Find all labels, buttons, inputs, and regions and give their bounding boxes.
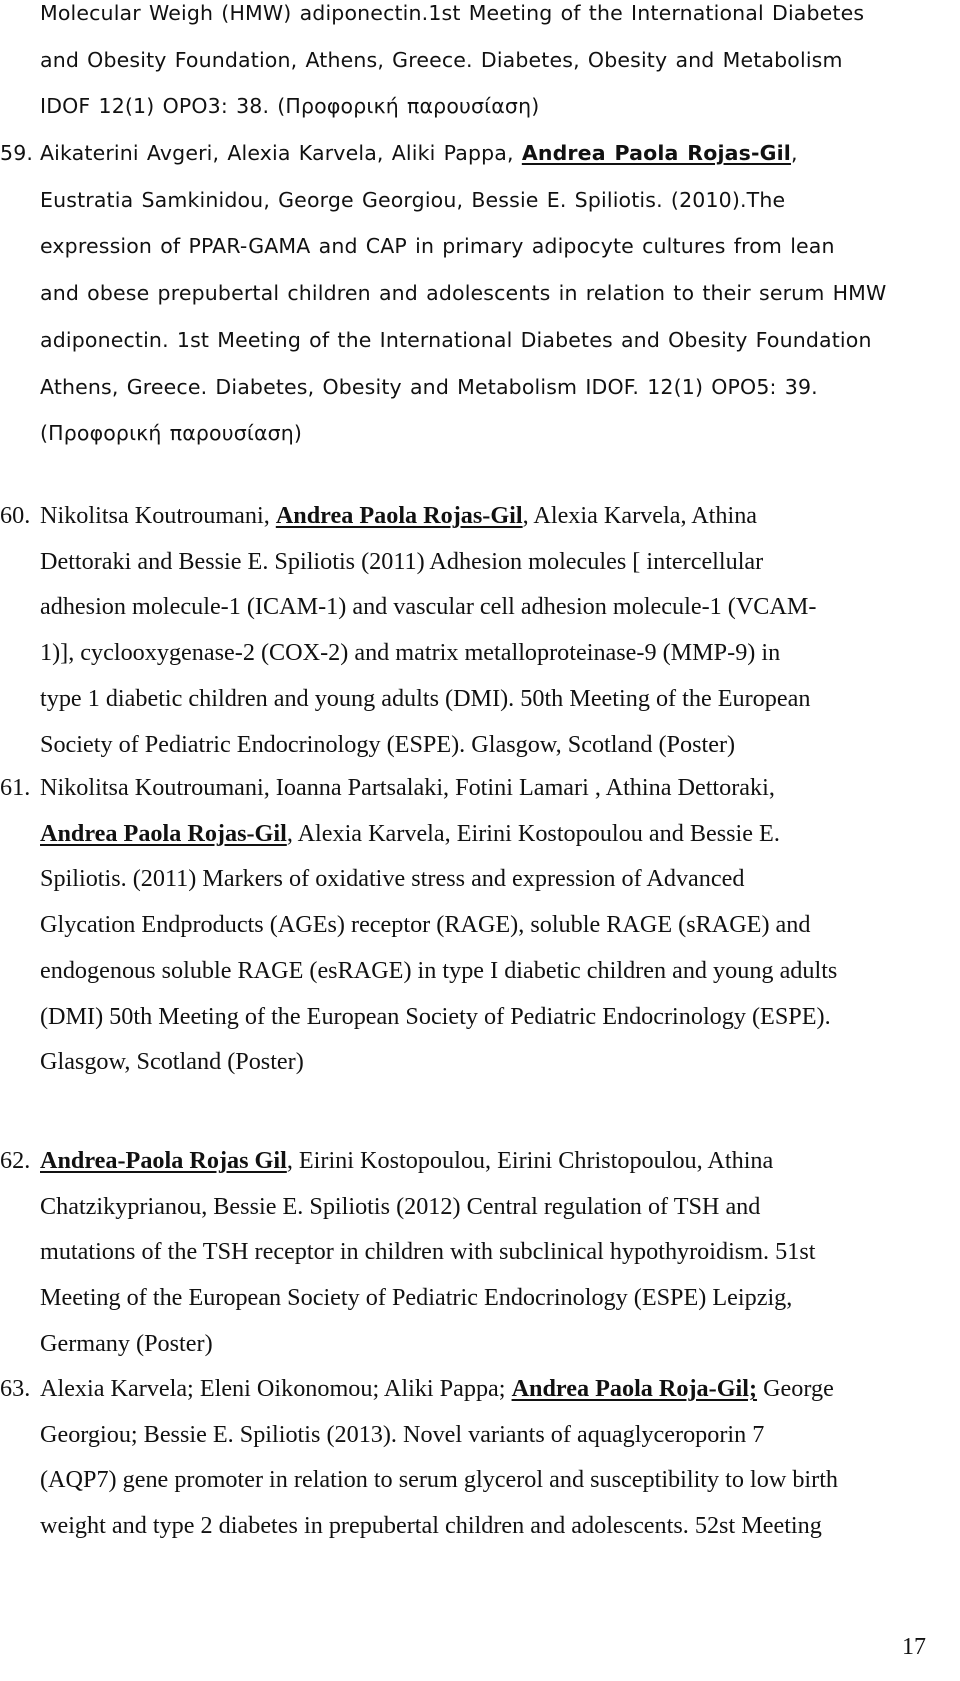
entry-58-line-3: IDOF 12(1) OPO3: 38. (Προφορική παρουσίαση) [40, 94, 540, 119]
highlighted-author: Andrea Paola Roja-Gil; [511, 1375, 758, 1402]
entry-60-line-3: adhesion molecule-1 (ICAM-1) and vascular cell adhesion molecule-1 (VCAM- [40, 593, 817, 621]
entry-62-line-3: mutations of the TSH receptor in children with subclinical hypothyroidism. 51st [40, 1238, 816, 1266]
entry-61-line-1: Nikolitsa Koutroumani, Ioanna Partsalaki, Fotini Lamari , Athina Dettoraki, [40, 774, 775, 801]
publication-entry-60 [0, 493, 940, 767]
authors-text: Alexia Karvela; Eleni Oikonomou; Aliki Pappa; [40, 1375, 512, 1402]
entry-59-line-6: Athens, Greece. Diabetes, Obesity and Metabolism IDOF. 12(1) OPO5: 39. [40, 374, 818, 399]
entry-61-line-4: Glycation Endproducts (AGEs) receptor (RAGE), soluble RAGE (sRAGE) and [40, 911, 811, 939]
entry-63-line-2: Georgiou; Bessie E. Spiliotis (2013). Novel variants of aquaglyceroporin 7 [40, 1420, 765, 1448]
page-number: 17 [902, 1634, 926, 1660]
entry-60-line-2: Dettoraki and Bessie E. Spiliotis (2011) Adhesion molecules [ intercellular [40, 547, 764, 575]
authors-text: George [757, 1375, 834, 1402]
entry-60-line-5: type 1 diabetic children and young adults (DMI). 50th Meeting of the European [40, 684, 811, 712]
entry-62-line-2: Chatzikyprianou, Bessie E. Spiliotis (2012) Central regulation of TSH and [40, 1192, 761, 1220]
entry-number: 62. [0, 1147, 31, 1174]
entry-number: 61. [0, 774, 31, 801]
highlighted-author: Andrea Paola Rojas-Gil [40, 819, 287, 847]
entry-60-line-4: 1)], cyclooxygenase-2 (COX-2) and matrix metalloproteinase-9 (MMP-9) in [40, 639, 781, 667]
entry-63-line-1 [40, 1366, 940, 1412]
entry-59-line-3: expression of PPAR-GAMA and CAP in primary adipocyte cultures from lean [40, 234, 835, 259]
highlighted-author: Andrea Paola Rojas-Gil [275, 502, 523, 529]
entry-61-line-2 [40, 811, 940, 857]
authors-text: Nikolitsa Koutroumani, [40, 502, 276, 529]
entry-59-line-4: and obese prepubertal children and adolescents in relation to their serum HMW [40, 281, 887, 306]
entry-59-line-7: (Προφορική παρουσίαση) [40, 421, 303, 446]
entry-62-line-5: Germany (Poster) [40, 1329, 213, 1357]
authors-text: Aikaterini Avgeri, Alexia Karvela, Aliki Pappa, [40, 141, 522, 165]
publication-entry-61 [0, 765, 940, 1085]
entry-61-line-5: endogenous soluble RAGE (esRAGE) in type I diabetic children and young adults [40, 956, 838, 984]
highlighted-author: Andrea Paola Rojas-Gil [521, 141, 791, 165]
entry-59-line-1 [40, 130, 940, 177]
entry-60-line-6: Society of Pediatric Endocrinology (ESPE). Glasgow, Scotland (Poster) [40, 730, 736, 758]
entry-61-line-7: Glasgow, Scotland (Poster) [40, 1048, 304, 1076]
publication-entry-59 [0, 130, 940, 457]
entry-59-line-5: adiponectin. 1st Meeting of the International Diabetes and Obesity Foundation [40, 327, 872, 352]
entry-60-line-1 [40, 493, 940, 539]
entry-number: 63. [0, 1375, 31, 1402]
authors-text: , Alexia Karvela, Eirini Kostopoulou and Bessie E. [286, 819, 780, 847]
entry-number: 60. [0, 502, 31, 529]
publication-entry-62 [0, 1138, 940, 1367]
entry-62-line-1 [40, 1138, 940, 1184]
authors-text: , [790, 141, 798, 165]
highlighted-author: Andrea-Paola Rojas Gil [40, 1147, 287, 1174]
entry-58-line-1: Molecular Weigh (HMW) adiponectin.1st Meeting of the International Diabetes [40, 1, 865, 25]
authors-text: , Alexia Karvela, Athina [522, 502, 758, 529]
entry-59-line-2: Eustratia Samkinidou, George Georgiou, Bessie E. Spiliotis. (2010).The [40, 187, 786, 212]
entry-58-line-2: and Obesity Foundation, Athens, Greece. Diabetes, Obesity and Metabolism [40, 47, 843, 72]
entry-61-line-3: Spiliotis. (2011) Markers of oxidative stress and expression of Advanced [40, 865, 745, 893]
entry-62-line-4: Meeting of the European Society of Pediatric Endocrinology (ESPE) Leipzig, [40, 1284, 793, 1312]
authors-text: , Eirini Kostopoulou, Eirini Christopoulou, Athina [286, 1147, 774, 1174]
entry-63-line-4: weight and type 2 diabetes in prepubertal children and adolescents. 52st Meeting [40, 1512, 822, 1540]
entry-61-line-6: (DMI) 50th Meeting of the European Society of Pediatric Endocrinology (ESPE). [40, 1002, 831, 1030]
publication-entry-58-continuation [40, 0, 940, 130]
entry-number: 59. [0, 141, 34, 165]
publication-entry-63 [0, 1366, 940, 1549]
entry-63-line-3: (AQP7) gene promoter in relation to serum glycerol and susceptibility to low birth [40, 1466, 839, 1494]
